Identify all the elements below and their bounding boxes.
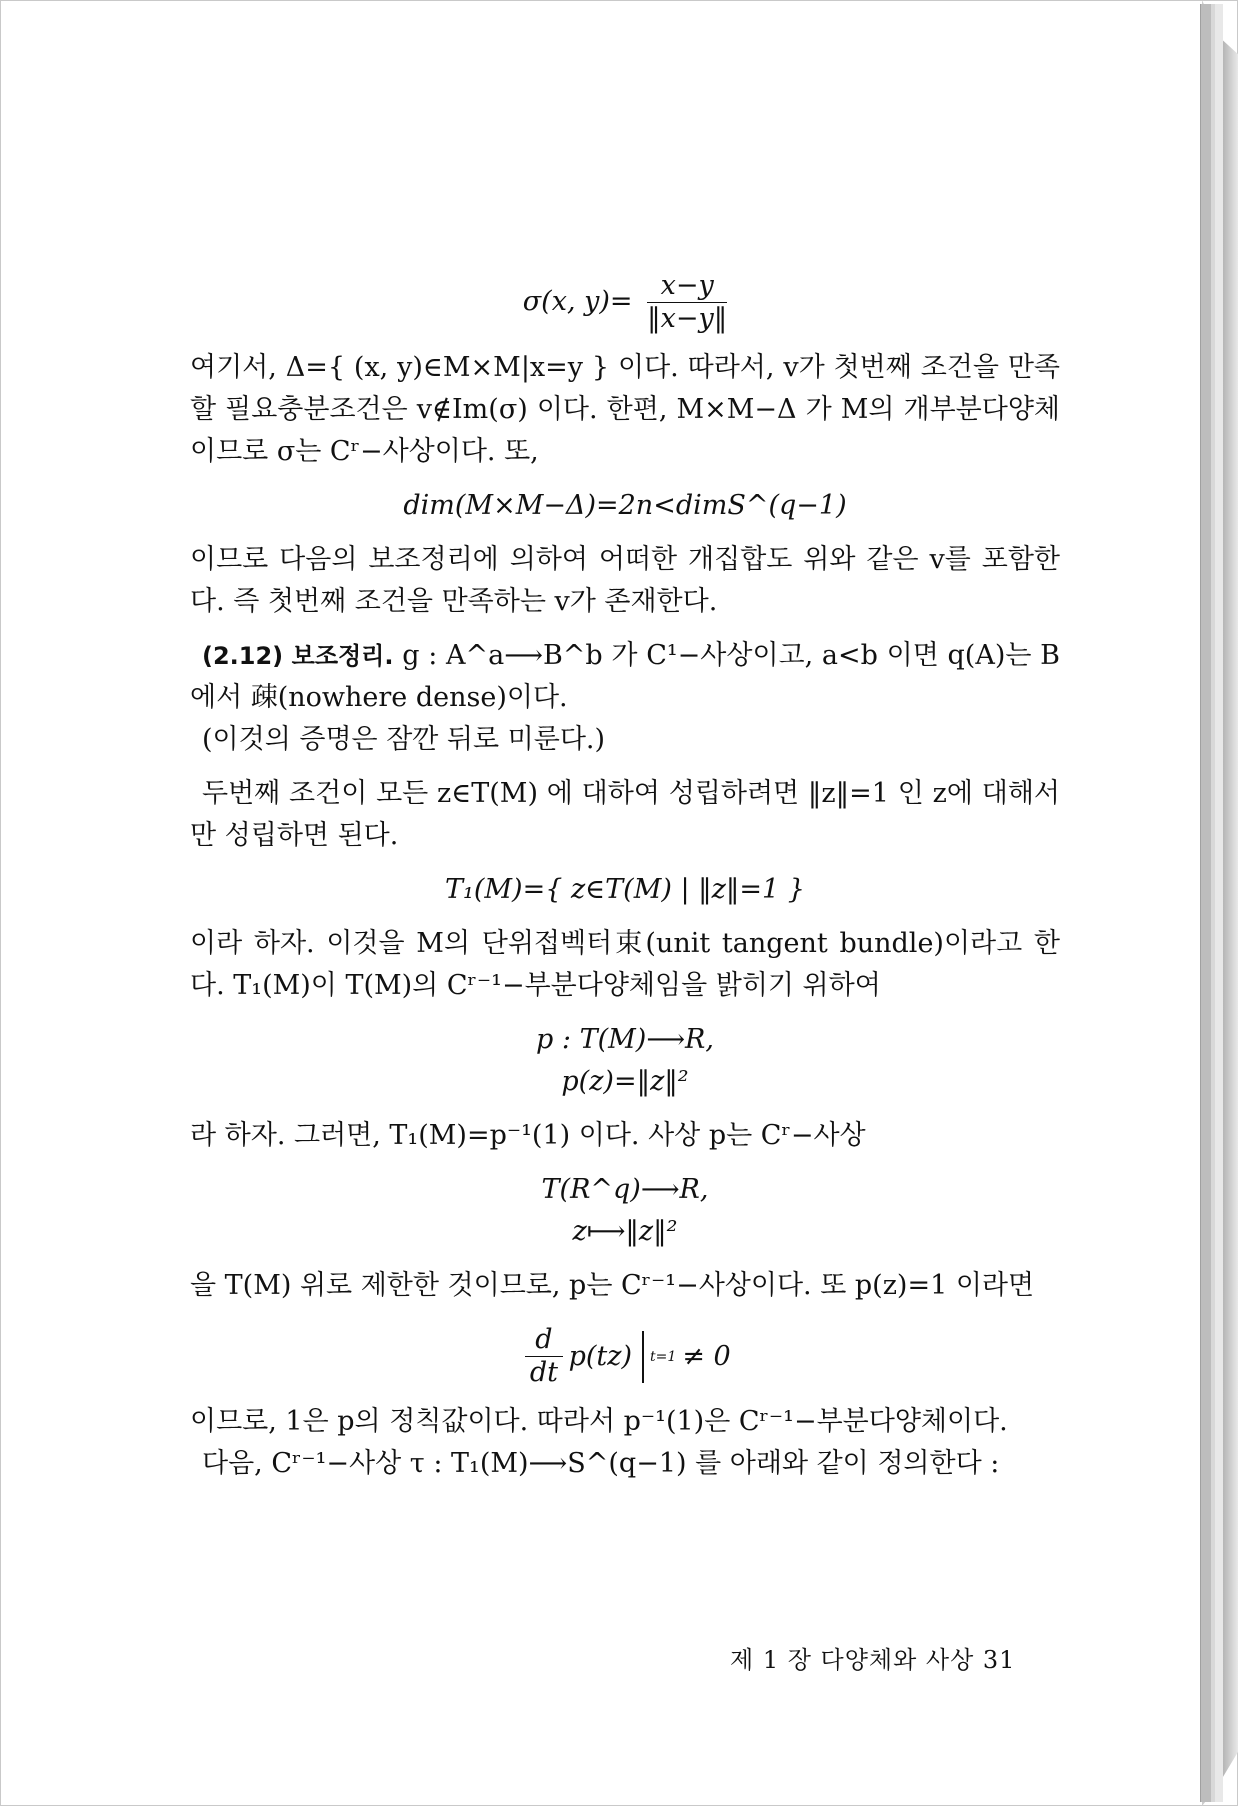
tr-map-formula-line1: T(R^q)⟶R, — [541, 1174, 709, 1205]
paragraph-3: 두번째 조건이 모든 z∈T(M) 에 대하여 성립하려면 ‖z‖=1 인 z에 대해서만 성립하면 된다. — [190, 778, 1060, 851]
evaluation-subscript: t=1 — [650, 1348, 677, 1365]
paragraph-4: 이라 하자. 이것을 M의 단위접벡터束(unit tangent bundle)이라고 한다. T₁(M)이 T(M)의 Cʳ⁻¹−부분다양체임을 밝히기 위하여 — [190, 928, 1060, 1001]
page-content — [190, 270, 1060, 1485]
lemma — [190, 635, 1060, 719]
sigma-denominator: ‖x−y‖ — [647, 303, 728, 334]
derivative-denominator: dt — [529, 1357, 559, 1388]
paragraph-2: 이므로 다음의 보조정리에 의하여 어떠한 개집합도 위와 같은 v를 포함한다. 즉 첫번째 조건을 만족하는 v가 존재한다. — [190, 544, 1060, 617]
derivative-formula — [190, 1319, 1060, 1389]
derivative-body: p(tz) — [568, 1340, 633, 1372]
sigma-numerator: x−y — [647, 270, 727, 303]
p-map-formula-line2: p(z)=‖z‖² — [561, 1066, 689, 1097]
p-map-formula-line1: p : T(M)⟶R, — [536, 1024, 714, 1055]
sigma-fraction — [647, 270, 727, 335]
paragraph-1: 여기서, Δ={ (x, y)∈M×M|x=y } 이다. 따라서, v가 첫번째 조건을 만족할 필요충분조건은 v∉Im(σ) 이다. 한편, M×M−Δ 가 M의 개부분다양체이므로 σ는 Cʳ−사상이다. 또, — [190, 352, 1060, 467]
derivative-numerator: d — [525, 1324, 562, 1357]
paragraph-8: 다음, Cʳ⁻¹−사상 τ : T₁(M)⟶S^(q−1) 를 아래와 같이 정의한다 : — [202, 1448, 1000, 1479]
derivative-rhs: ≠ 0 — [682, 1340, 731, 1372]
page-footer: 제 1 장 다양체와 사상 31 — [730, 1646, 1016, 1674]
sigma-lhs: σ(x, y)= — [522, 286, 633, 317]
paragraph-5: 라 하자. 그러면, T₁(M)=p⁻¹(1) 이다. 사상 p는 Cʳ−사상 — [190, 1120, 866, 1151]
paragraph-6: 을 T(M) 위로 제한한 것이므로, p는 Cʳ⁻¹−사상이다. 또 p(z)=1 이라면 — [190, 1270, 1035, 1301]
evaluation-bar — [642, 1331, 644, 1383]
lemma-note: (이것의 증명은 잠깐 뒤로 미룬다.) — [202, 724, 606, 755]
t1-formula: T₁(M)={ z∈T(M) | ‖z‖=1 } — [445, 874, 805, 905]
lemma-text: g : A^a⟶B^b 가 C¹−사상이고, a<b 이면 q(A)는 B에서 疎(nowhere dense)이다. — [190, 640, 1060, 713]
lemma-label: (2.12) 보조정리. — [202, 642, 394, 670]
derivative-fraction — [525, 1324, 562, 1389]
tr-map-formula-line2: z⟼‖z‖² — [572, 1216, 678, 1247]
sigma-formula — [190, 270, 1060, 335]
paragraph-7: 이므로, 1은 p의 정칙값이다. 따라서 p⁻¹(1)은 Cʳ⁻¹−부분다양체이다. — [190, 1406, 1008, 1437]
dim-formula: dim(M×M−Δ)=2n<dimS^(q−1) — [403, 490, 847, 521]
page-edge — [1202, 0, 1238, 1806]
